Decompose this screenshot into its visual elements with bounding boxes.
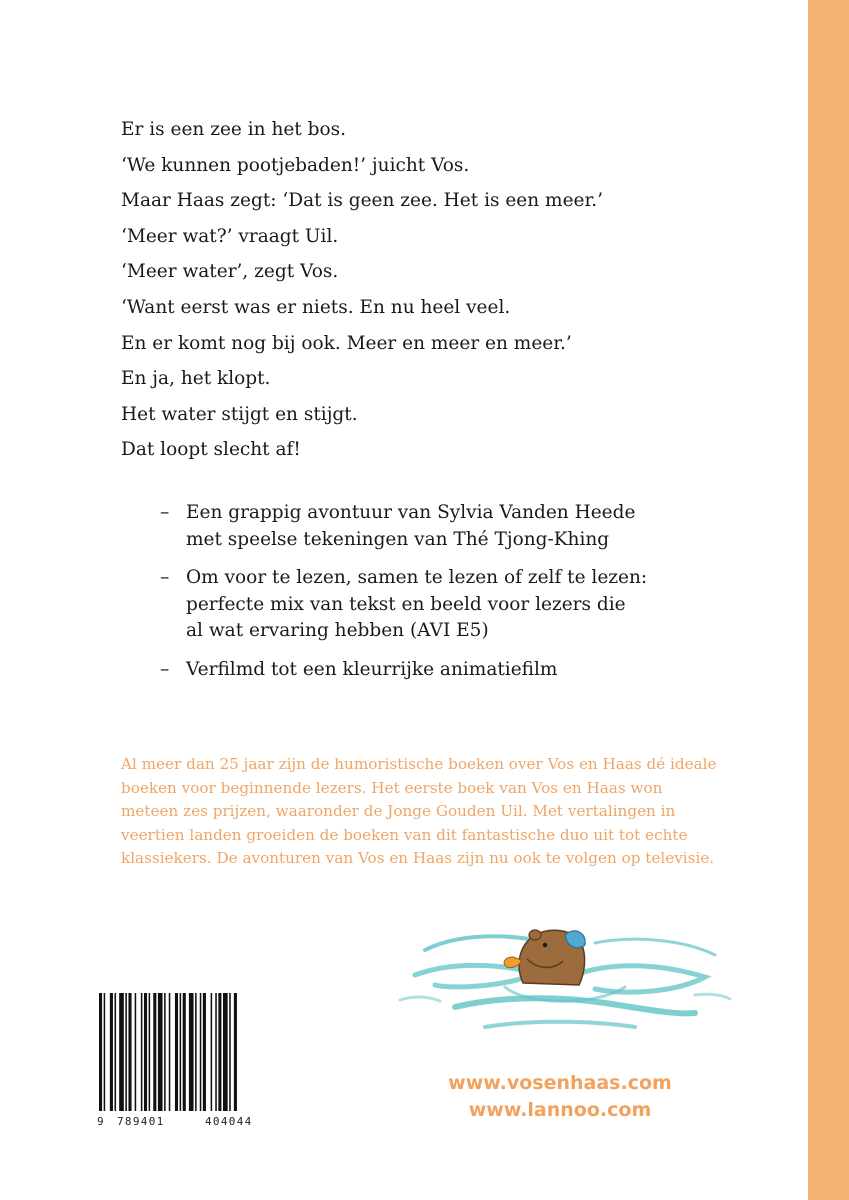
feature-text: Verfilmd tot een kleurrijke animatiefilm (186, 658, 558, 680)
barcode-group-right: 404044 (205, 1115, 253, 1128)
story-line: Maar Haas zegt: ‘Dat is geen zee. Het is een meer.’ (121, 190, 604, 212)
feature-text: Een grappig avontuur van Sylvia Vanden Heede met speelse tekeningen van Thé Tjong-Khing (186, 502, 636, 550)
story-line: ‘Meer water’, zegt Vos. (121, 261, 339, 283)
barcode-digit-first: 9 (97, 1115, 105, 1128)
story-line: Het water stijgt en stijgt. (121, 403, 358, 425)
story-line: ‘We kunnen pootjebaden!’ juicht Vos. (121, 154, 470, 176)
feature-item (160, 500, 720, 553)
feature-item (160, 565, 720, 645)
bear-swimming-illustration (395, 915, 735, 1045)
story-line: ‘Want eerst was er niets. En nu heel veel. (121, 296, 511, 318)
barcode-group-left: 789401 (117, 1115, 165, 1128)
barcode-bars-icon (97, 993, 277, 1111)
feature-list (160, 500, 720, 695)
series-blurb: Al meer dan 25 jaar zijn de humoristische boeken over Vos en Haas dé ideale boeken voor beginnende lezers. Het eerste boek van Vos en Haas won meteen zes prijzen, waaronder de Jonge Gouden Uil. Met vertalingen in veertien landen groeiden de boeken van dit fantastische duo uit tot echte klassiekers. De avonturen van Vos en Haas zijn nu ook te volgen op televisie. (121, 755, 717, 867)
story-line: ‘Meer wat?’ vraagt Uil. (121, 225, 339, 247)
feature-text: Om voor te lezen, samen te lezen of zelf te lezen: perfecte mix van tekst en beeld voor lezers die al wat ervaring hebben (AVI E5) (186, 567, 648, 641)
dash-bullet: – (160, 502, 170, 523)
story-line: En ja, het klopt. (121, 368, 271, 390)
website-links (420, 1070, 700, 1124)
story-line: Dat loopt slecht af! (121, 439, 301, 461)
story-text (121, 112, 761, 468)
feature-item (160, 657, 720, 684)
story-line: Er is een zee in het bos. (121, 119, 346, 140)
orange-edge-stripe (808, 0, 849, 1200)
website-link[interactable]: www.lannoo.com (468, 1099, 652, 1121)
website-link[interactable]: www.vosenhaas.com (448, 1072, 672, 1094)
story-line: En er komt nog bij ook. Meer en meer en meer.’ (121, 332, 572, 354)
barcode (97, 993, 277, 1123)
dash-bullet: – (160, 567, 170, 588)
dash-bullet: – (160, 658, 170, 680)
